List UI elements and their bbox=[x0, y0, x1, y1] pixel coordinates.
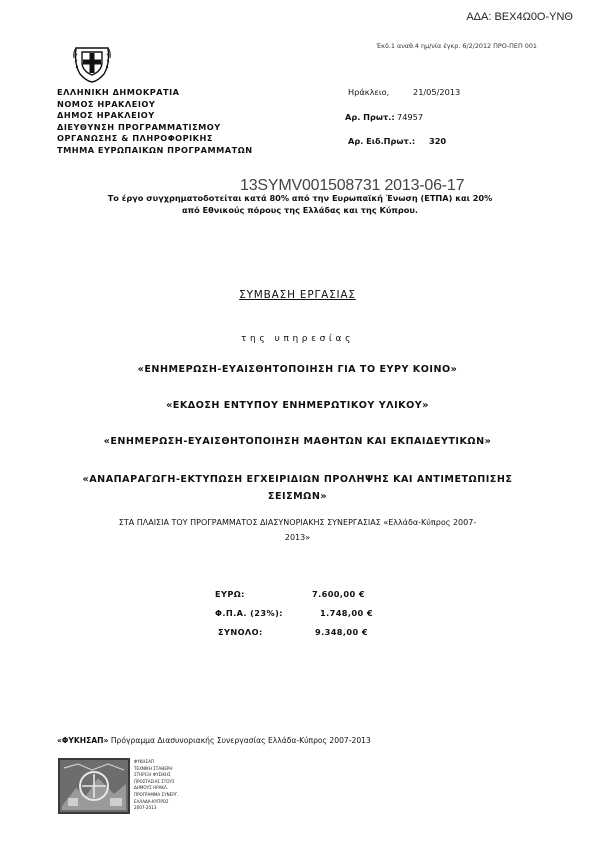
ada-code: ΑΔΑ: ΒΕΧ4Ω0Ο-ΥΝΘ bbox=[466, 11, 573, 23]
total-label: ΣΥΝΟΛΟ: bbox=[218, 627, 263, 637]
authority-line: ΔΗΜΟΣ ΗΡΑΚΛΕΙΟΥ bbox=[57, 110, 155, 121]
logo-text-line: ΠΡΟΣΤΑΣΙΑΣ ΣΤΟΥΣ bbox=[134, 778, 175, 784]
greek-emblem-icon bbox=[70, 40, 114, 84]
program-line: ΣΤΑ ΠΛΑΙΣΙΑ ΤΟΥ ΠΡΟΓΡΑΜΜΑΤΟΣ ΔΙΑΣΥΝΟΡΙΑΚΗΣ ΣΥΝΕΡΓΑΣΙΑΣ «Ελλάδα-Κύπρος 2007- bbox=[118, 518, 477, 527]
logo-text-line: 2007-2013 bbox=[134, 805, 157, 811]
special-protocol-label: Αρ. Ειδ.Πρωτ.: bbox=[348, 136, 416, 146]
authority-line: ΤΜΗΜΑ ΕΥΡΩΠΑΙΚΩΝ ΠΡΟΓΡΑΜΜΑΤΩΝ bbox=[57, 144, 253, 155]
contract-subtitle: της υπηρεσίας bbox=[241, 334, 354, 344]
footer-program-text: Πρόγραμμα Διασυνοριακής Συνεργασίας Ελλάδα-Κύπρος 2007-2013 bbox=[108, 736, 371, 745]
logo-text-block bbox=[134, 759, 178, 812]
document-date: 21/05/2013 bbox=[413, 87, 461, 97]
protocol-number-label: Αρ. Πρωτ.: bbox=[345, 112, 395, 122]
vat-value: 1.748,00 € bbox=[320, 608, 373, 618]
contract-title: ΣΥΜΒΑΣΗ ΕΡΓΑΣΙΑΣ bbox=[239, 289, 356, 301]
vat-label: Φ.Π.Α. (23%): bbox=[215, 608, 283, 618]
footer-project-name: «ΦΥΚΗΣΑΠ» bbox=[57, 736, 109, 745]
amount-label: ΕΥΡΩ: bbox=[215, 589, 245, 599]
special-protocol-number: 320 bbox=[429, 136, 447, 146]
project-logo bbox=[58, 758, 210, 814]
authority-line: ΝΟΜΟΣ ΗΡΑΚΛΕΙΟΥ bbox=[57, 98, 156, 109]
logo-text-line: ΕΛΛΑΔΑ-ΚΥΠΡΟΣ bbox=[134, 798, 169, 804]
cofunding-line: Το έργο συγχρηματοδοτείται κατά 80% από την Ευρωπαϊκή Ένωση (ΕΤΠΑ) και 20% bbox=[107, 193, 493, 203]
total-value: 9.348,00 € bbox=[315, 627, 368, 637]
authority-line: ΔΙΕΥΘΥΝΣΗ ΠΡΟΓΡΑΜΜΑΤΙΣΜΟΥ bbox=[57, 121, 221, 132]
amount-value: 7.600,00 € bbox=[312, 589, 365, 599]
program-line: 2013» bbox=[284, 533, 311, 542]
logo-text-line: ΔΗΜΟΥΣ ΗΡΑΚΛ. bbox=[134, 785, 169, 791]
logo-text-line: ΤΕΧΝΙΚΗ ΣΤΑΘΕΡΗ bbox=[134, 765, 173, 771]
program-statement bbox=[40, 515, 555, 545]
service-item: «ΑΝΑΠΑΡΑΓΩΓΗ-ΕΚΤΥΠΩΣΗ ΕΓΧΕΙΡΙΔΙΩΝ ΠΡΟΛΗΨΗΣ ΚΑΙ ΑΝΤΙΜΕΤΩΠΙΣΗΣ ΣΕΙΣΜΩΝ» bbox=[82, 474, 513, 502]
place-label: Ηράκλειο, bbox=[348, 87, 390, 97]
logo-text-line: ΣΤΗΡΙΞΗ ΦΥΣΙΚΗΣ bbox=[134, 772, 171, 778]
cofunding-statement bbox=[40, 193, 560, 216]
cofunding-line: από Εθνικούς πόρους της Ελλάδας και της Κύπρου. bbox=[181, 204, 419, 215]
issuing-authority bbox=[57, 87, 253, 157]
authority-line: ΕΛΛΗΝΙΚΗ ΔΗΜΟΚΡΑΤΙΑ bbox=[57, 87, 180, 97]
protocol-number: 74957 bbox=[397, 112, 424, 122]
document-version-ref: Έκδ.1 αναθ.4 ημ/νία έγκρ. 6/2/2012 ΠΡΟ-ΠΕΠ 001 bbox=[376, 42, 537, 50]
authority-line: ΟΡΓΑΝΩΣΗΣ & ΠΛΗΡΟΦΟΡΙΚΗΣ bbox=[57, 133, 213, 144]
service-item: «ΕΚΔΟΣΗ ΕΝΤΥΠΟΥ ΕΝΗΜΕΡΩΤΙΚΟΥ ΥΛΙΚΟΥ» bbox=[166, 400, 429, 411]
logo-text-line: ΦΥΚΗΣΑΠ bbox=[134, 759, 154, 764]
project-logo-graphic bbox=[58, 758, 130, 814]
service-item: «ΕΝΗΜΕΡΩΣΗ-ΕΥΑΙΣΘΗΤΟΠΟΙΗΣΗ ΜΑΘΗΤΩΝ ΚΑΙ ΕΚΠΑΙΔΕΥΤΙΚΩΝ» bbox=[103, 436, 492, 447]
logo-text-line: ΠΡΟΓΡΑΜΜΑ ΣΥΝΕΡΓ. bbox=[134, 791, 179, 797]
service-item: «ΕΝΗΜΕΡΩΣΗ-ΕΥΑΙΣΘΗΤΟΠΟΙΗΣΗ ΓΙΑ ΤΟ ΕΥΡΥ ΚΟΙΝΟ» bbox=[137, 364, 458, 375]
program-footer bbox=[57, 736, 371, 745]
registry-watermark: 13SYMV001508731 2013-06-17 bbox=[240, 177, 465, 194]
